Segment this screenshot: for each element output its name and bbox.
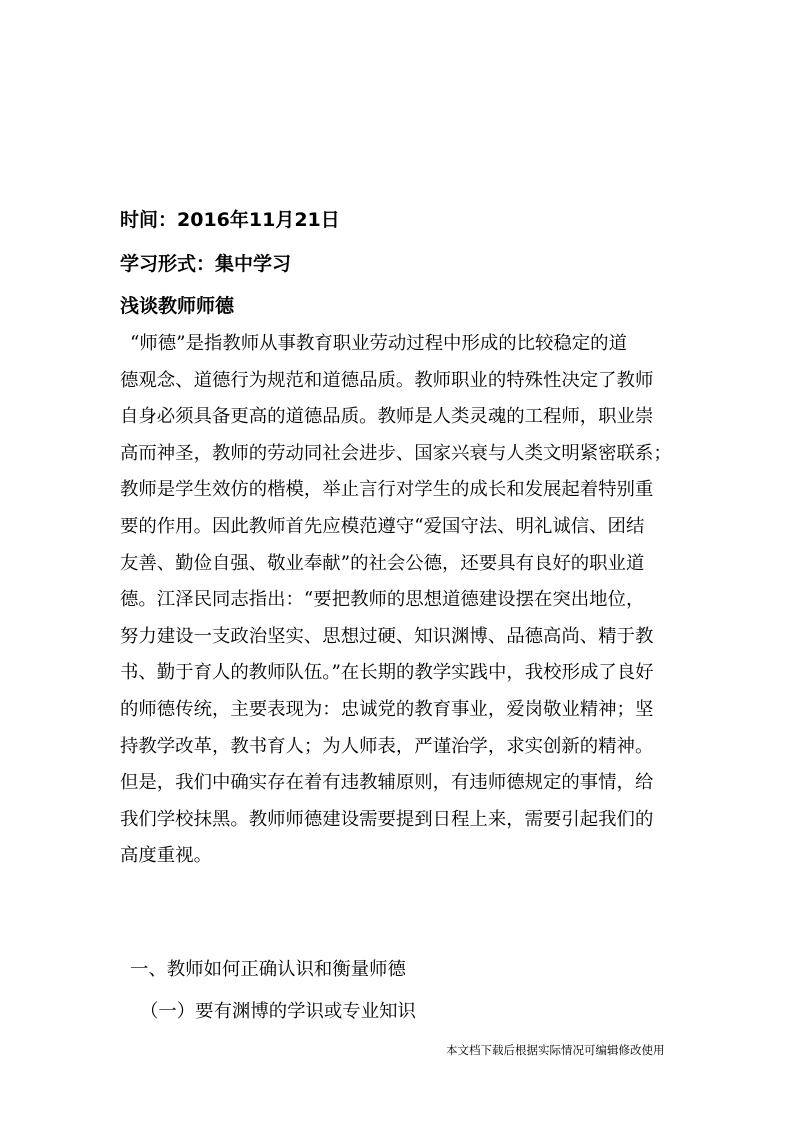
study-form-line: 学习形式：集中学习 <box>120 253 292 275</box>
paragraph-line: 但是，我们中确实存在着有违教辅原则，有违师德规定的事情，给 <box>120 772 654 794</box>
paragraph-line: 高而神圣，教师的劳动同社会进步、国家兴衰与人类文明紧密联系； <box>120 442 672 464</box>
section-heading: 一、教师如何正确认识和衡量师德 <box>130 959 406 980</box>
paragraph-line: “师德”是指教师从事教育职业劳动过程中形成的比较稳定的道 <box>130 333 627 354</box>
paragraph-line: 书、勤于育人的教师队伍。”在长期的教学实践中，我校形成了良好 <box>120 662 654 684</box>
main-paragraph <box>120 326 672 875</box>
footer-note: 本文档下载后根据实际情况可编辑修改使用 <box>446 1043 665 1057</box>
paragraph-line: 德观念、道德行为规范和道德品质。教师职业的特殊性决定了教师 <box>120 369 654 391</box>
paragraph-line: 我们学校抹黑。教师师德建设需要提到日程上来，需要引起我们的 <box>120 808 654 830</box>
paragraph-line: 持教学改革，教书育人；为人师表，严谨治学，求实创新的精神。 <box>120 735 654 757</box>
paragraph-line: 高度重视。 <box>120 845 212 867</box>
subsection-heading: （一）要有渊博的学识或专业知识 <box>140 1001 416 1022</box>
paragraph-line: 德。江泽民同志指出：“要把教师的思想道德建设摆在突出地位， <box>120 589 645 611</box>
paragraph-line: 教师是学生效仿的楷模，举止言行对学生的成长和发展起着特别重 <box>120 479 654 501</box>
paragraph-line: 的师德传统，主要表现为：忠诚党的教育事业，爱岗敬业精神；坚 <box>120 698 654 720</box>
paragraph-line: 自身必须具备更高的道德品质。教师是人类灵魂的工程师，职业崇 <box>120 406 654 428</box>
paragraph-line: 友善、勤俭自强、敬业奉献”的社会公德，还要具有良好的职业道 <box>120 552 645 574</box>
document-title: 浅谈教师师德 <box>120 295 235 317</box>
date-line: 时间：2016年11月21日 <box>120 209 340 231</box>
paragraph-line: 努力建设一支政治坚实、思想过硬、知识渊博、品德高尚、精于教 <box>120 625 654 647</box>
paragraph-line: 要的作用。因此教师首先应模范遵守“爱国守法、明礼诚信、团结 <box>120 515 645 537</box>
